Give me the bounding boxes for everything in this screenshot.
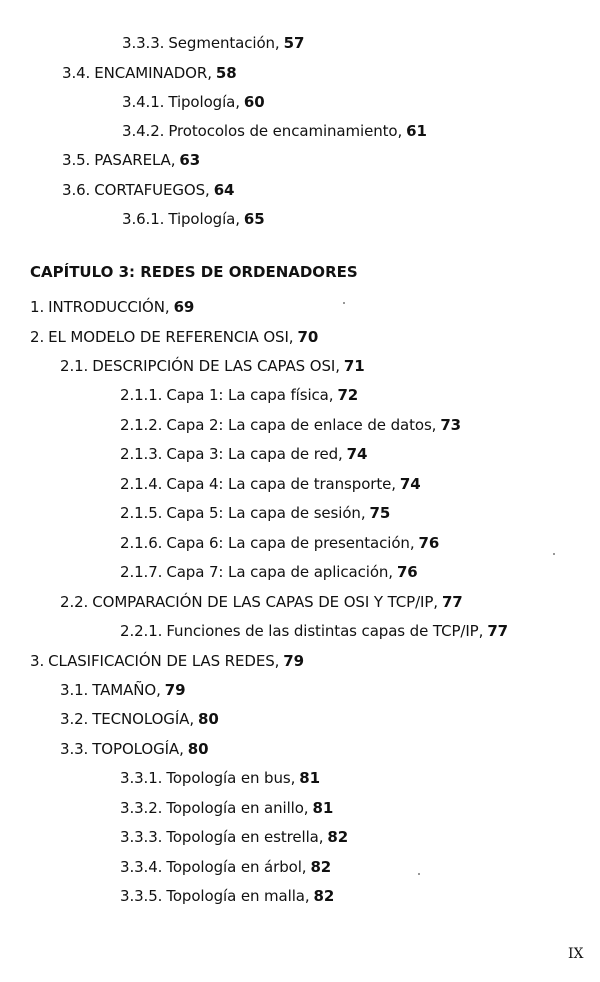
toc-entry-title: Topología en anillo, [166, 799, 309, 817]
toc-entry-page: 72 [337, 386, 359, 404]
toc-entry-title: DESCRIPCIÓN DE LAS CAPAS OSI, [92, 357, 340, 375]
toc-entry [62, 63, 237, 83]
toc-entry-number: 2.1.4. [120, 475, 163, 493]
toc-entry [120, 503, 390, 523]
toc-entry-title: TAMAÑO, [92, 681, 161, 699]
toc-entry-page: 58 [215, 64, 237, 82]
toc-entry-page: 65 [243, 210, 265, 228]
toc-entry [120, 474, 421, 494]
toc-entry-number: 3.3.1. [120, 769, 163, 787]
toc-entry-title: Topología en árbol, [166, 858, 307, 876]
toc-entry [60, 356, 365, 376]
toc-entry-title: Capa 7: La capa de aplicación, [166, 563, 393, 581]
toc-entry-title: Capa 3: La capa de red, [166, 445, 343, 463]
toc-entry-number: 3.3.3. [122, 34, 165, 52]
toc-entry-page: 61 [406, 122, 427, 140]
toc-entry [62, 180, 234, 200]
toc-entry-page: 79 [164, 681, 186, 699]
toc-entry [120, 798, 333, 818]
toc-entry-number: 3.5. [62, 151, 91, 169]
toc-entry-page: 63 [179, 151, 201, 169]
toc-entry-page: 76 [396, 563, 418, 581]
toc-entry-page: 79 [283, 652, 304, 670]
toc-entry [120, 857, 331, 877]
toc-entry [120, 444, 367, 464]
toc-entry [122, 92, 265, 112]
toc-entry [122, 33, 304, 53]
toc-entry-page: 80 [197, 710, 219, 728]
toc-entry [120, 768, 320, 788]
toc-entry [120, 886, 334, 906]
toc-entry-number: 3.3.3. [120, 828, 163, 846]
toc-entry-page: 75 [369, 504, 391, 522]
toc-entry-number: 2.1.6. [120, 534, 163, 552]
toc-entry-page: 74 [346, 445, 368, 463]
toc-entry [122, 121, 427, 141]
toc-entry-number: 3.6.1. [122, 210, 165, 228]
toc-entry-page: 82 [313, 887, 335, 905]
toc-entry-number: 2.1.2. [120, 416, 163, 434]
toc-entry [120, 562, 418, 582]
toc-entry-number: 2.2. [60, 593, 89, 611]
chapter-heading: CAPÍTULO 3: REDES DE ORDENADORES [30, 263, 358, 281]
toc-entry-page: 70 [297, 328, 319, 346]
toc-entry-title: Capa 2: La capa de enlace de datos, [166, 416, 437, 434]
toc-entry-title: Funciones de las distintas capas de TCP/IP, [166, 622, 484, 640]
toc-entry-title: Capa 1: La capa física, [166, 386, 334, 404]
toc-entry-title: TOPOLOGÍA, [92, 740, 184, 758]
toc-entry-page: 71 [343, 357, 365, 375]
toc-entry-number: 2.1.7. [120, 563, 163, 581]
toc-entry-title: CLASIFICACIÓN DE LAS REDES, [48, 652, 280, 670]
toc-entry [122, 209, 265, 229]
toc-entry [60, 680, 185, 700]
toc-entry [120, 533, 439, 553]
toc-entry-page: 60 [243, 93, 265, 111]
toc-entry-page: 82 [310, 858, 332, 876]
toc-entry-number: 2.2.1. [120, 622, 163, 640]
toc-entry [62, 150, 200, 170]
toc-entry-number: 2.1.1. [120, 386, 163, 404]
toc-entry [30, 651, 304, 671]
scan-speck [418, 873, 420, 875]
toc-entry [30, 327, 318, 347]
toc-entry-number: 2.1. [60, 357, 89, 375]
toc-entry-number: 1. [30, 298, 45, 316]
toc-entry-title: Tipología, [168, 210, 240, 228]
toc-entry-page: 74 [399, 475, 421, 493]
toc-entry [120, 621, 508, 641]
toc-entry-title: PASARELA, [94, 151, 176, 169]
toc-entry [30, 297, 194, 317]
toc-entry-number: 3.6. [62, 181, 91, 199]
toc-entry-page: 73 [440, 416, 462, 434]
toc-entry-title: CORTAFUEGOS, [94, 181, 210, 199]
scan-speck [553, 553, 555, 555]
toc-entry-number: 3. [30, 652, 45, 670]
toc-entry-page: 77 [441, 593, 463, 611]
toc-entry-title: Protocolos de encaminamiento, [168, 122, 403, 140]
toc-entry-number: 2. [30, 328, 45, 346]
toc-entry [60, 709, 219, 729]
toc-entry-number: 3.3.5. [120, 887, 163, 905]
scan-speck [343, 302, 345, 304]
toc-entry [60, 739, 208, 759]
toc-entry-number: 2.1.3. [120, 445, 163, 463]
toc-entry-number: 3.3.2. [120, 799, 163, 817]
toc-entry-title: TECNOLOGÍA, [92, 710, 194, 728]
toc-entry-title: COMPARACIÓN DE LAS CAPAS DE OSI Y TCP/IP, [92, 593, 438, 611]
toc-entry-title: Segmentación, [168, 34, 280, 52]
toc-entry-title: Capa 4: La capa de transporte, [166, 475, 396, 493]
toc-entry-number: 3.1. [60, 681, 89, 699]
toc-entry-number: 3.3.4. [120, 858, 163, 876]
toc-entry-number: 3.4.2. [122, 122, 165, 140]
toc-entry [120, 415, 461, 435]
toc-entry-page: 82 [327, 828, 349, 846]
toc-entry-page: 80 [187, 740, 209, 758]
toc-entry-number: 3.2. [60, 710, 89, 728]
page-number: IX [568, 946, 584, 962]
toc-entry-number: 3.3. [60, 740, 89, 758]
toc-entry-title: Topología en estrella, [166, 828, 324, 846]
toc-entry-page: 57 [283, 34, 305, 52]
toc-entry-page: 77 [487, 622, 508, 640]
toc-entry-number: 2.1.5. [120, 504, 163, 522]
toc-entry [60, 592, 463, 612]
toc-entry-title: Topología en malla, [166, 887, 310, 905]
toc-entry-title: Capa 5: La capa de sesión, [166, 504, 366, 522]
toc-entry-title: INTRODUCCIÓN, [48, 298, 170, 316]
toc-entry-page: 69 [173, 298, 195, 316]
toc-entry-page: 76 [418, 534, 440, 552]
toc-entry-page: 81 [312, 799, 334, 817]
toc-entry [120, 385, 358, 405]
toc-entry-page: 64 [213, 181, 235, 199]
toc-entry-number: 3.4. [62, 64, 91, 82]
toc-entry-page: 81 [299, 769, 320, 787]
toc-entry-title: Capa 6: La capa de presentación, [166, 534, 415, 552]
toc-entry-title: ENCAMINADOR, [94, 64, 212, 82]
toc-entry-title: EL MODELO DE REFERENCIA OSI, [48, 328, 294, 346]
toc-entry [120, 827, 348, 847]
toc-entry-number: 3.4.1. [122, 93, 165, 111]
toc-entry-title: Tipología, [168, 93, 240, 111]
toc-entry-title: Topología en bus, [166, 769, 296, 787]
